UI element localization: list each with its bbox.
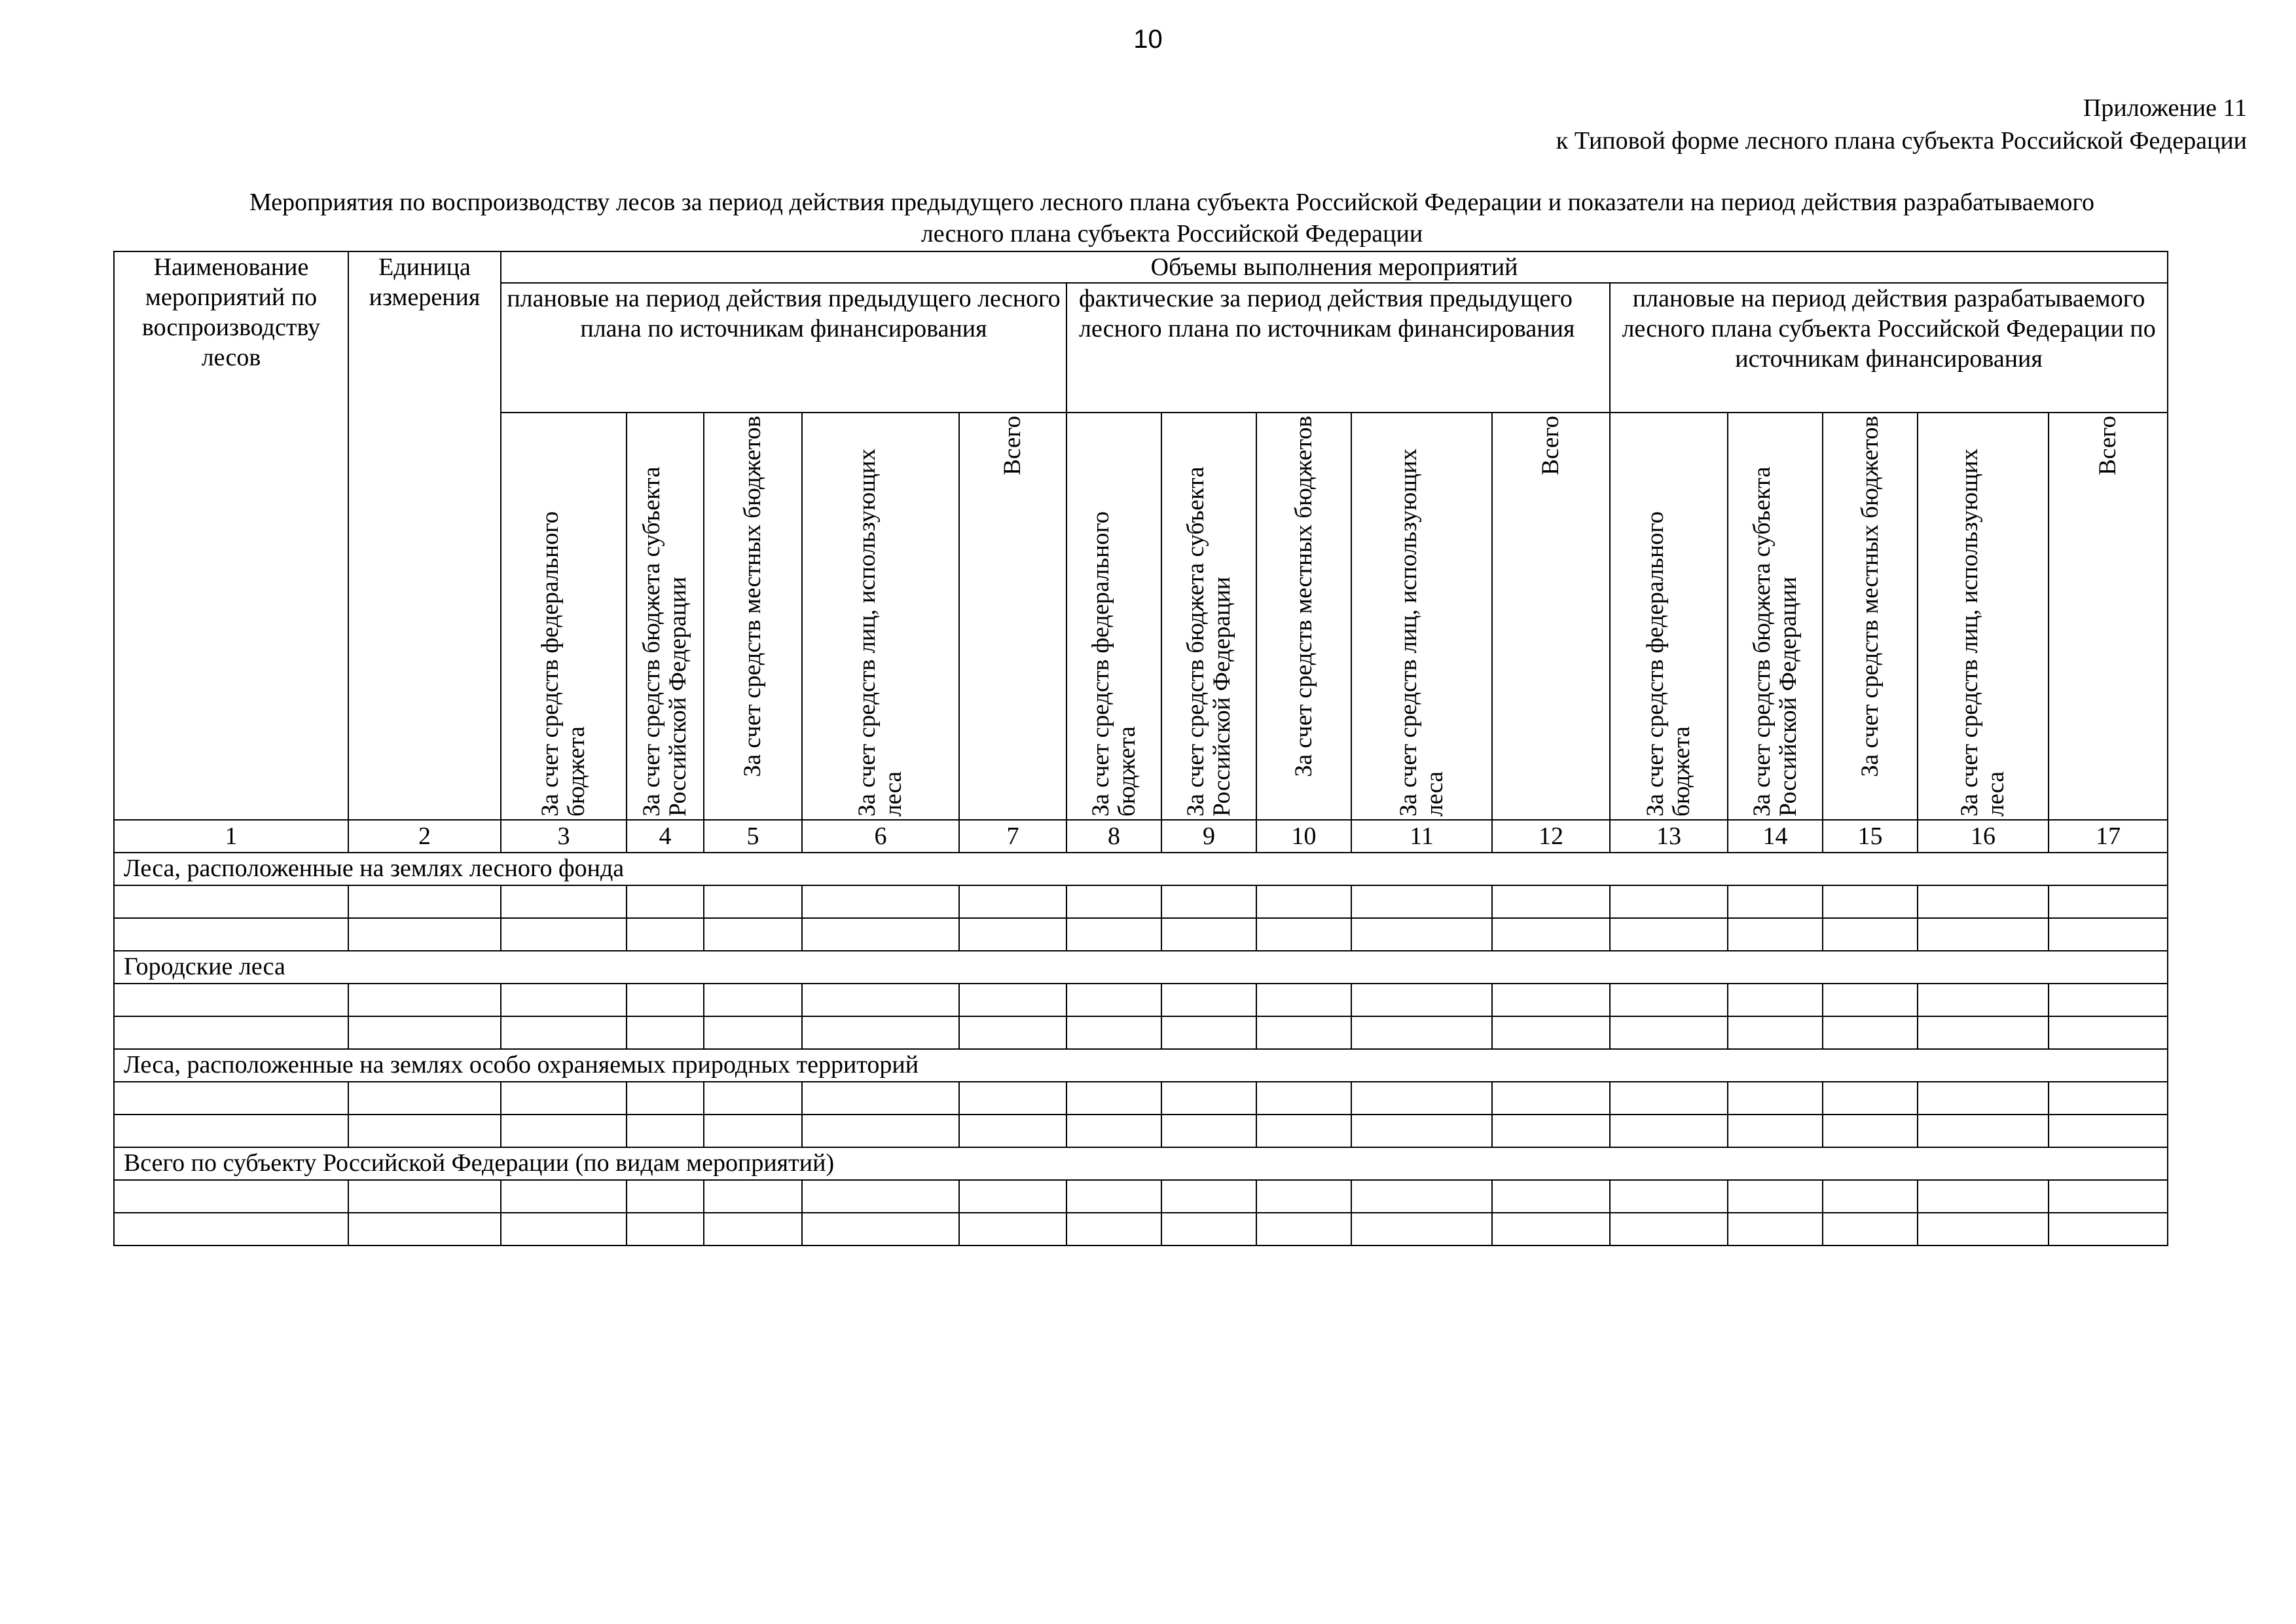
- column-number: 3: [501, 820, 627, 853]
- column-number: 14: [1728, 820, 1823, 853]
- column-number: 16: [1918, 820, 2049, 853]
- page-number: 10: [1133, 25, 1163, 54]
- appendix-line-1: Приложение 11: [2083, 94, 2247, 122]
- column-number: 13: [1610, 820, 1728, 853]
- column-number: 11: [1351, 820, 1492, 853]
- column-number: 17: [2049, 820, 2168, 853]
- section-row-urban-forests: [114, 951, 2168, 984]
- header-source-local: За счет средств местных бюджетов: [1823, 413, 1918, 820]
- column-numbers-row: [114, 820, 2168, 853]
- column-number: 2: [348, 820, 501, 853]
- column-number: 7: [959, 820, 1066, 853]
- document-title: [124, 187, 2219, 249]
- title-line-2: лесного плана субъекта Российской Федерации: [920, 220, 1423, 248]
- empty-data-row[interactable]: [114, 1115, 2168, 1147]
- section-label: Городские леса: [114, 951, 2168, 984]
- header-group-actual-previous: фактические за период действия предыдущего лесного плана по источникам финансирования: [1066, 283, 1610, 413]
- column-number: 5: [704, 820, 802, 853]
- header-source-federal: За счет средств федерального бюджета: [1610, 413, 1728, 820]
- empty-data-row[interactable]: [114, 1082, 2168, 1115]
- header-source-total: Всего: [959, 413, 1066, 820]
- column-number: 10: [1256, 820, 1351, 853]
- section-row-protected-areas: [114, 1049, 2168, 1082]
- appendix-line-2: к Типовой форме лесного плана субъекта Российской Федерации: [1556, 127, 2247, 155]
- header-source-federal: За счет средств федерального бюджета: [1066, 413, 1161, 820]
- column-number: 1: [114, 820, 348, 853]
- header-volumes: Объемы выполнения мероприятий: [501, 251, 2168, 283]
- header-source-subject: За счет средств бюджета субъекта Российской Федерации: [627, 413, 704, 820]
- section-row-forest-fund: [114, 853, 2168, 885]
- header-source-total: Всего: [1492, 413, 1610, 820]
- forest-reproduction-table: [113, 251, 2168, 1246]
- section-label: Леса, расположенные на землях лесного фонда: [114, 853, 2168, 885]
- section-label: Леса, расположенные на землях особо охраняемых природных территорий: [114, 1049, 2168, 1082]
- section-label: Всего по субъекту Российской Федерации (по видам мероприятий): [114, 1147, 2168, 1180]
- header-source-local: За счет средств местных бюджетов: [1256, 413, 1351, 820]
- empty-data-row[interactable]: [114, 1016, 2168, 1049]
- empty-data-row[interactable]: [114, 1180, 2168, 1213]
- header-group-planned-previous: плановые на период действия предыдущего лесного плана по источникам финансирования: [501, 283, 1066, 413]
- column-number: 9: [1161, 820, 1256, 853]
- header-unit: Единица измерения: [348, 251, 501, 820]
- header-source-federal: За счет средств федерального бюджета: [501, 413, 627, 820]
- header-activity-name: Наименование мероприятий по воспроизводству лесов: [114, 251, 348, 820]
- header-source-subject: За счет средств бюджета субъекта Российской Федерации: [1728, 413, 1823, 820]
- empty-data-row[interactable]: [114, 1213, 2168, 1246]
- appendix-header: [1556, 92, 2247, 157]
- header-source-users: За счет средств лиц, использующих леса: [1351, 413, 1492, 820]
- header-source-users: За счет средств лиц, использующих леса: [802, 413, 959, 820]
- header-group-planned-new: плановые на период действия разрабатываемого лесного плана субъекта Российской Федерации по источникам финансирования: [1610, 283, 2168, 413]
- section-row-total: [114, 1147, 2168, 1180]
- header-source-users: За счет средств лиц, использующих леса: [1918, 413, 2049, 820]
- column-number: 15: [1823, 820, 1918, 853]
- column-number: 4: [627, 820, 704, 853]
- empty-data-row[interactable]: [114, 984, 2168, 1016]
- empty-data-row[interactable]: [114, 918, 2168, 951]
- column-number: 12: [1492, 820, 1610, 853]
- column-number: 6: [802, 820, 959, 853]
- title-line-1: Мероприятия по воспроизводству лесов за период действия предыдущего лесного плана субъекта Российской Федерации и показатели на период действия разрабатываемого: [249, 189, 2095, 216]
- header-source-total: Всего: [2049, 413, 2168, 820]
- empty-data-row[interactable]: [114, 885, 2168, 918]
- column-number: 8: [1066, 820, 1161, 853]
- header-source-local: За счет средств местных бюджетов: [704, 413, 802, 820]
- header-source-subject: За счет средств бюджета субъекта Российской Федерации: [1161, 413, 1256, 820]
